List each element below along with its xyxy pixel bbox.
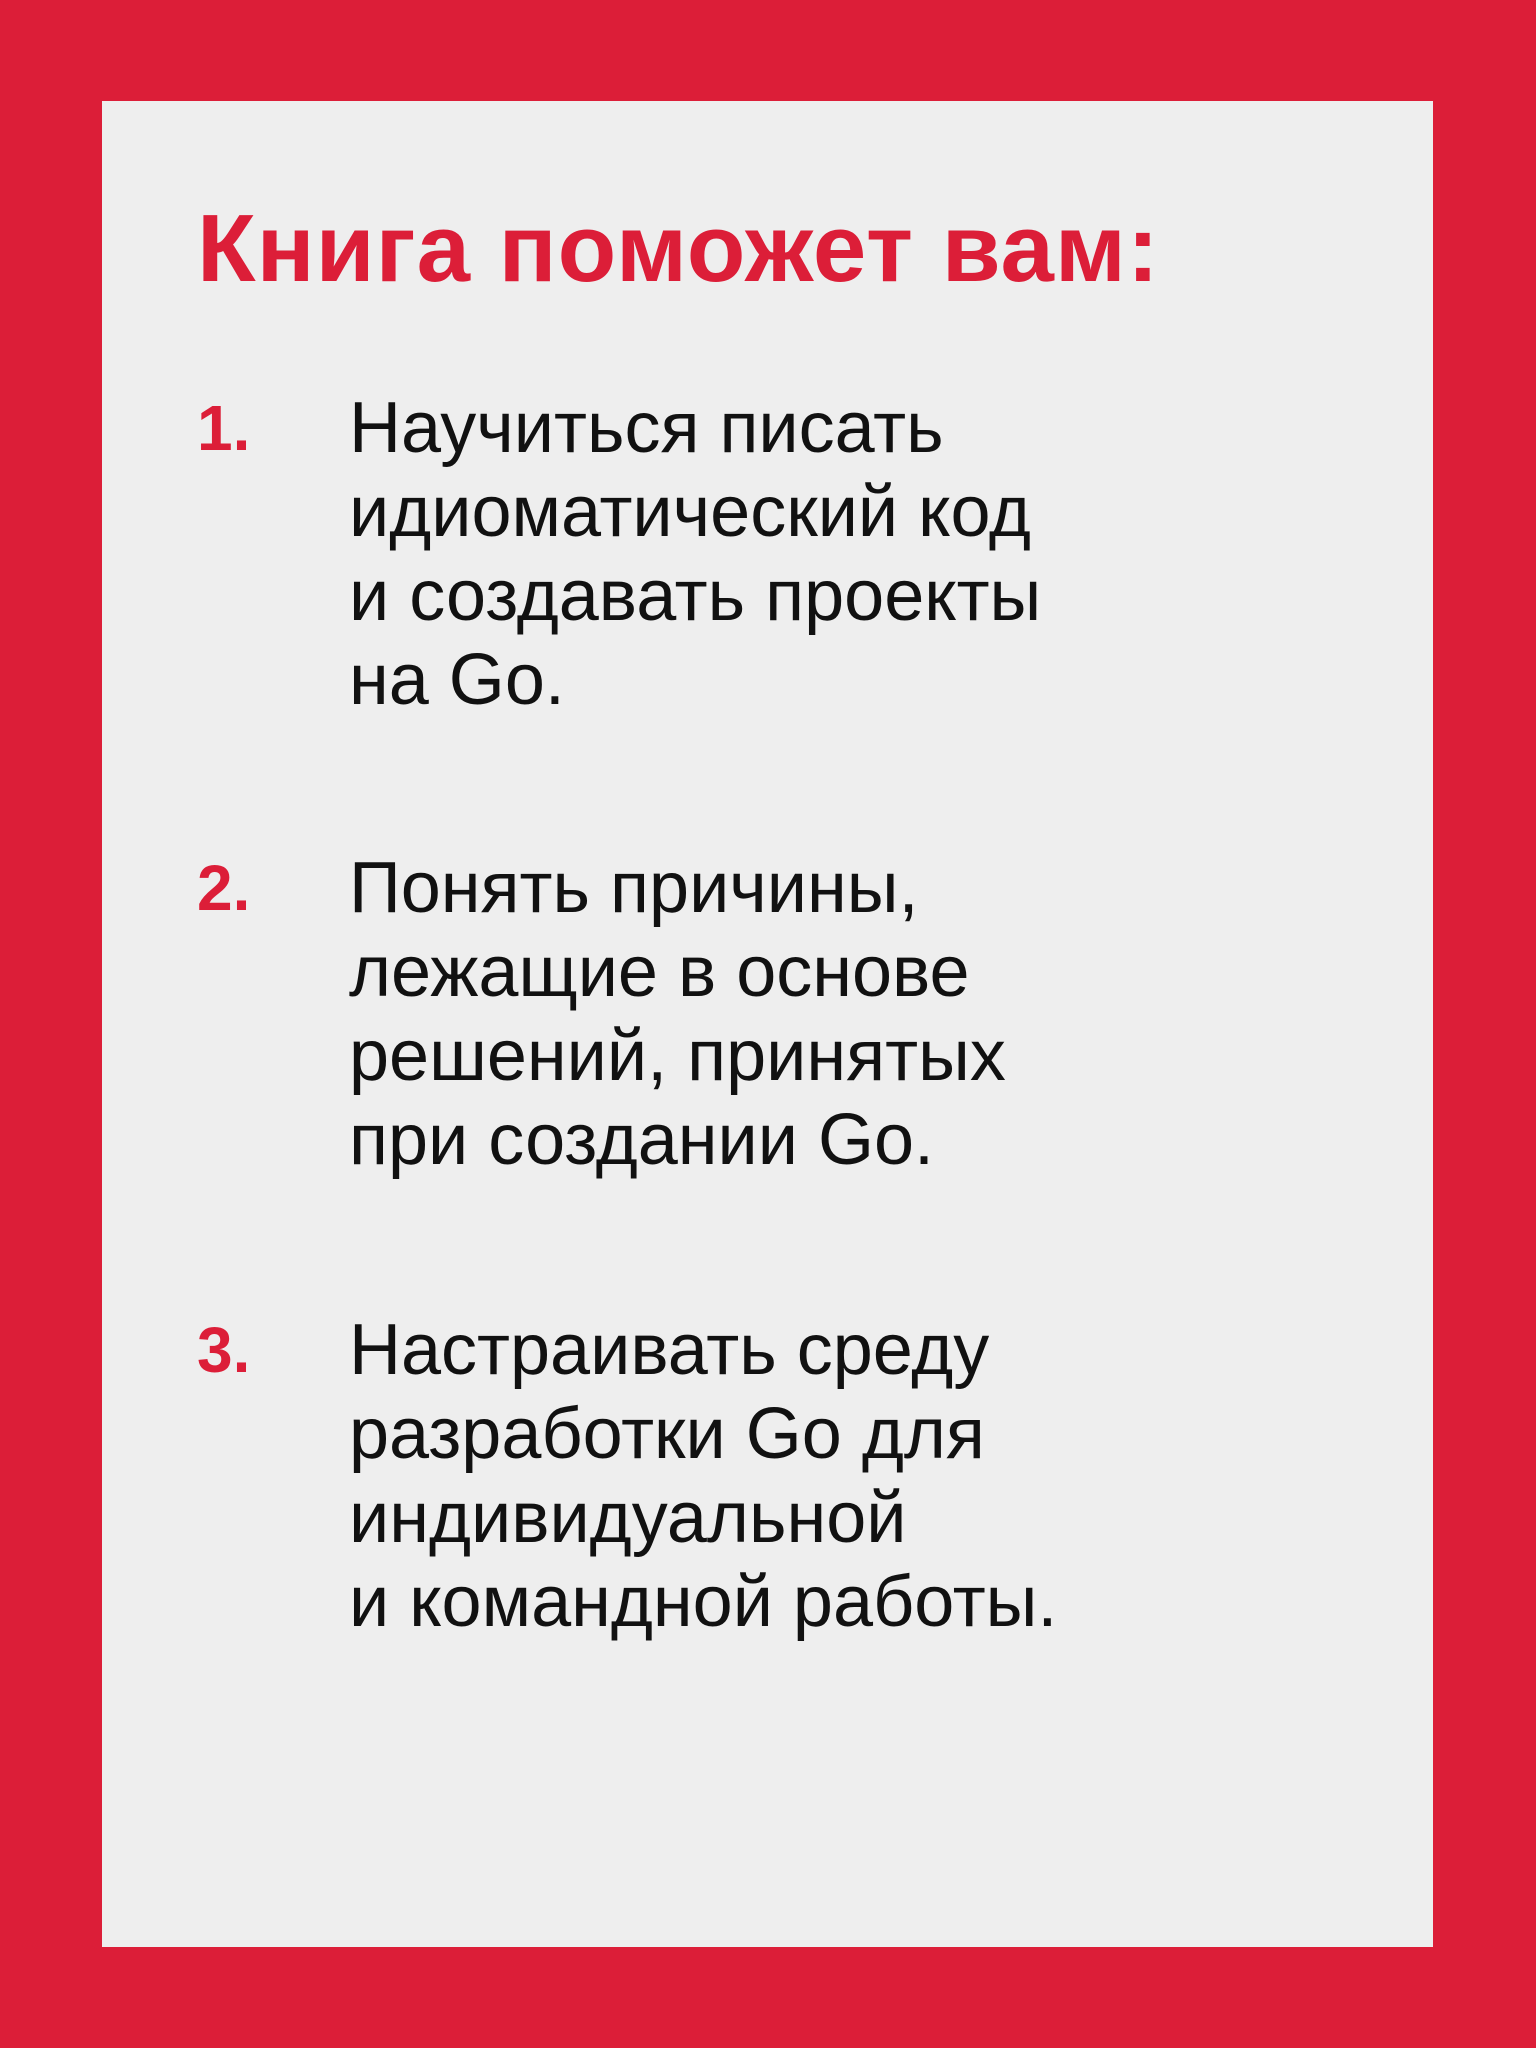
list-item-number: 2. — [197, 852, 251, 924]
list-item-text: Понять причины, лежащие в основе решений, принятых при создании Go. — [349, 848, 1006, 1180]
page-title: Книга поможет вам: — [197, 195, 1160, 302]
list-item-text: Настраивать среду разработки Go для индивидуальной и командной работы. — [349, 1310, 1058, 1642]
list-item-number: 3. — [197, 1314, 251, 1386]
list-item-text: Научиться писать идиоматический код и создавать проекты на Go. — [349, 388, 1042, 720]
list-item-number: 1. — [197, 392, 251, 464]
content-panel — [102, 101, 1433, 1947]
